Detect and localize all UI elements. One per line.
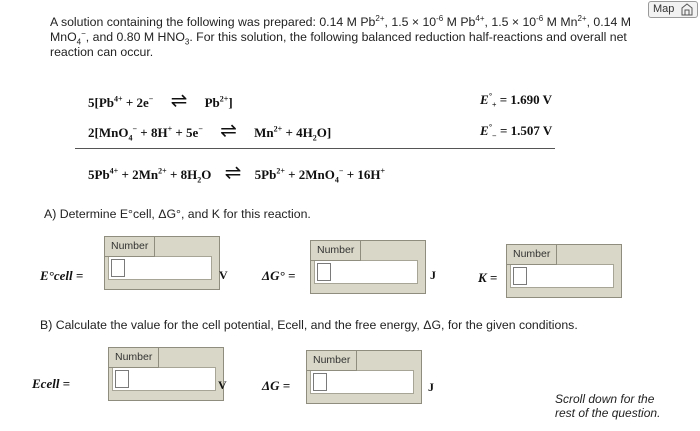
equilibrium-arrow-icon: ⇌ <box>220 120 237 142</box>
part-b-ecell-input[interactable] <box>115 370 129 388</box>
part-b-ecell-box <box>108 347 224 401</box>
equilibrium-arrow-icon: ⇌ <box>224 162 242 184</box>
part-b-dg-label: ΔG = <box>262 378 291 393</box>
half-reaction-1-potential: $E^\circ_+ = 1.690$ V <box>480 91 552 110</box>
problem-line-3: reaction can occur. <box>50 45 154 59</box>
part-a-k-box <box>506 244 622 298</box>
part-b-question: B) Calculate the value for the cell potential, Ecell, and the free energy, ΔG, for the given conditions. <box>40 318 578 332</box>
part-b-dg-input[interactable] <box>313 373 327 391</box>
map-button-label: Map <box>653 3 675 15</box>
problem-line-2: MnO$_4$−, and 0.80 M $HNO_3$. For this solution, the following balanced reduction half-reactions and overall net <box>50 28 627 47</box>
half-reaction-1: $5[Pb^{4+} + 2e^-$ ⇌ $Pb^{2+}$] <box>88 90 233 112</box>
part-b-dg-unit: J <box>428 380 434 394</box>
part-a-dg-label: ΔG° = <box>262 268 296 283</box>
part-a-dg-box <box>310 240 426 294</box>
part-b-ecell-unit: V <box>218 378 227 392</box>
net-reaction: $5Pb^{4+} + 2Mn^{2+} + 8H_2O$ ⇌ $5Pb^{2+} + 2MnO_4^- + 16H^+$ <box>88 162 386 185</box>
number-label: Number <box>311 241 361 261</box>
part-a-ecell-input[interactable] <box>111 259 125 277</box>
number-label: Number <box>307 351 357 371</box>
part-a-question: A) Determine E°cell, ΔG°, and K for this reaction. <box>44 207 311 221</box>
scroll-note: Scroll down for the rest of the question. <box>555 392 661 420</box>
problem-statement <box>50 15 670 60</box>
number-label: Number <box>507 245 557 265</box>
equilibrium-arrow-icon: ⇌ <box>170 90 188 112</box>
part-a-dg-input[interactable] <box>317 263 331 281</box>
part-b-ecell-label: Ecell = <box>32 376 71 391</box>
part-a-dg-unit: J <box>430 268 436 282</box>
reaction-divider <box>75 148 555 149</box>
part-a-k-input[interactable] <box>513 267 527 285</box>
map-icon <box>680 3 694 16</box>
number-label: Number <box>105 237 155 257</box>
half-reaction-2: 2[MnO$_4$− + 8H+ + 5e− ⇌ $Mn^{2+} + 4H_2O$] <box>88 120 332 143</box>
part-a-k-label: K = <box>478 270 498 285</box>
problem-line-1: A solution containing the following was prepared: 0.14 M $Pb^{2+}$, $1.5 \times 10^{-6}$ M $Pb^{4+}$, $1.5 \times 10^{-6}$ M $Mn^{2+}$, 0.14 M <box>50 13 631 29</box>
part-a-ecell-box <box>104 236 220 290</box>
number-label: Number <box>109 348 159 368</box>
part-a-ecell-unit: V <box>219 268 228 282</box>
part-b-dg-box <box>306 350 422 404</box>
half-reaction-2-potential: $E^\circ_- = 1.507$ V <box>480 122 553 141</box>
part-a-ecell-label: E°cell = <box>40 268 84 283</box>
